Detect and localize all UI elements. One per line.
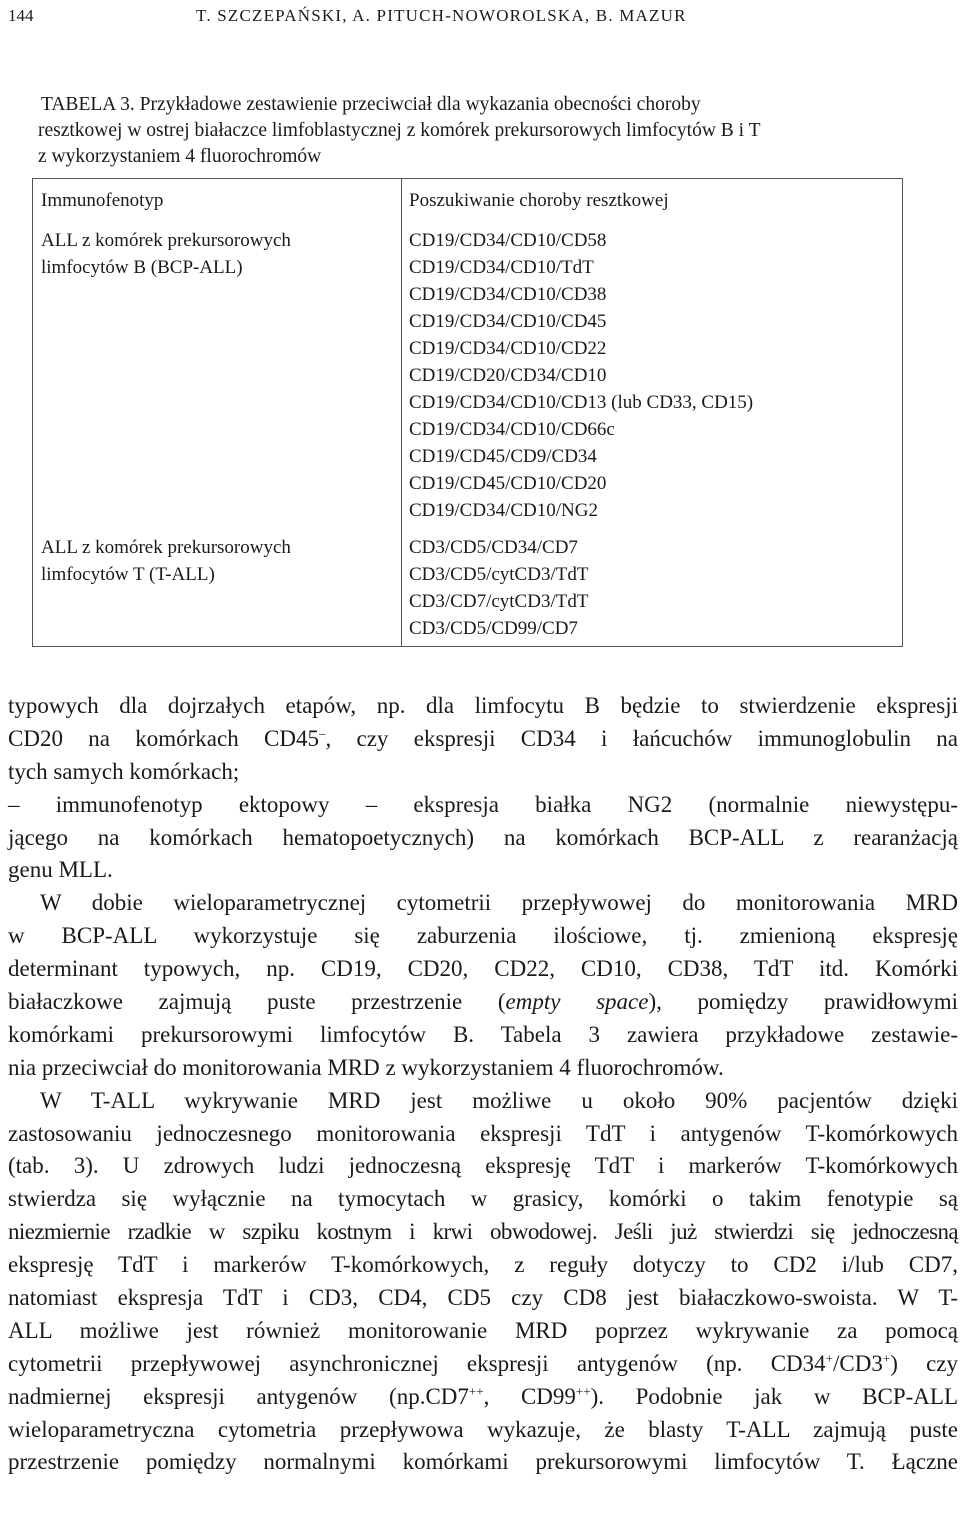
text-run: białaczkowe zajmują puste przestrzenie ( bbox=[8, 989, 506, 1015]
caption-line: TABELA 3. Przykładowe zestawienie przeciwciał dla wykazania obecności choroby bbox=[41, 94, 701, 115]
text-line: (tab. 3). U zdrowych ludzi jednoczesną ekspresję TdT i markerów T-komórkowych bbox=[8, 1153, 958, 1179]
data-table bbox=[32, 178, 903, 647]
marker-combination: CD19/CD34/CD10/TdT bbox=[409, 257, 594, 278]
text-line: typowych dla dojrzałych etapów, np. dla limfocytu B będzie to stwierdzenie ekspresji bbox=[8, 693, 958, 718]
caption-line: z wykorzystaniem 4 fluorochromów bbox=[38, 146, 322, 167]
text-line: ekspresję TdT i markerów T-komórkowych, z reguły dotyczy to CD2 i/lub CD7, bbox=[8, 1252, 958, 1278]
row-t-all-immunophenotype bbox=[41, 534, 291, 588]
paragraph-start: W dobie wieloparametrycznej cytometrii przepływowej do monitorowania MRD bbox=[40, 890, 958, 916]
text-run: ). Podobnie jak w BCP-ALL bbox=[590, 1383, 958, 1409]
text-line: wieloparametryczna cytometria przepływowa wykazuje, że blasty T-ALL zajmują puste bbox=[8, 1416, 958, 1442]
marker-combination: CD19/CD34/CD10/CD38 bbox=[409, 284, 607, 305]
marker-combination: CD3/CD7/cytCD3/TdT bbox=[409, 591, 589, 612]
superscript: – bbox=[318, 725, 326, 741]
text-line: komórkami prekursorowymi limfocytów B. Tabela 3 zawiera przykładowe zestawie- bbox=[8, 1021, 958, 1047]
page-header bbox=[8, 2, 952, 30]
text-line: niezmiernie rzadkie w szpiku kostnym i krwi obwodowej. Jeśli już stwierdzi się jednoczesną bbox=[8, 1219, 958, 1245]
text-run: ), pomiędzy prawidłowymi bbox=[648, 989, 958, 1015]
marker-combination: CD19/CD34/CD10/NG2 bbox=[409, 500, 598, 521]
marker-combination: CD3/CD5/CD99/CD7 bbox=[409, 618, 578, 639]
marker-combination: CD19/CD20/CD34/CD10 bbox=[409, 365, 607, 386]
paragraph-start: W T-ALL wykrywanie MRD jest możliwe u około 90% pacjentów dzięki bbox=[40, 1087, 958, 1113]
text-line: zastosowaniu jednoczesnego monitorowania ekspresji TdT i antygenów T-komórkowych bbox=[8, 1120, 958, 1146]
text-run: /CD3 bbox=[833, 1350, 883, 1376]
text-line bbox=[8, 723, 958, 756]
superscript: + bbox=[882, 1350, 891, 1366]
text-line: w BCP-ALL wykorzystuje się zaburzenia ilościowe, tj. zmienioną ekspresję bbox=[8, 923, 958, 949]
marker-combination: CD19/CD34/CD10/CD45 bbox=[409, 311, 607, 332]
column-divider bbox=[401, 179, 402, 646]
text-line: przestrzenie pomiędzy normalnymi komórkami prekursorowymi limfocytów T. Łączne bbox=[8, 1449, 958, 1475]
running-head: T. SZCZEPAŃSKI, A. PITUCH-NOWOROLSKA, B. MAZUR bbox=[196, 6, 687, 25]
column-header-immunophenotype: Immunofenotyp bbox=[41, 190, 164, 211]
text-line bbox=[8, 1348, 958, 1381]
text-line: tych samych komórkach; bbox=[8, 758, 240, 784]
marker-combination: CD19/CD45/CD10/CD20 bbox=[409, 473, 607, 494]
cell-line: limfocytów B (BCP-ALL) bbox=[41, 257, 243, 278]
superscript: ++ bbox=[575, 1383, 591, 1399]
text-run: , CD99 bbox=[483, 1383, 576, 1409]
marker-combination: CD3/CD5/CD34/CD7 bbox=[409, 537, 578, 558]
cell-line: ALL z komórek prekursorowych bbox=[41, 230, 291, 251]
text-line bbox=[8, 986, 958, 1019]
list-item: – immunofenotyp ektopowy – ekspresja białka NG2 (normalnie niewystępu- bbox=[8, 791, 958, 817]
cell-line: limfocytów T (T-ALL) bbox=[41, 564, 215, 585]
superscript: ++ bbox=[468, 1383, 484, 1399]
text-run: cytometrii przepływowej asynchronicznej ekspresji antygenów (np. CD34 bbox=[8, 1350, 826, 1376]
marker-combination: CD19/CD45/CD9/CD34 bbox=[409, 446, 597, 467]
row-t-all-markers bbox=[409, 534, 588, 642]
text-line bbox=[8, 1381, 958, 1414]
row-bcp-all-markers bbox=[409, 227, 753, 524]
page-number: 144 bbox=[8, 6, 34, 25]
text-line: jącego na komórkach hematopoetycznych) na komórkach BCP-ALL z rearanżacją bbox=[8, 824, 958, 850]
superscript: + bbox=[825, 1350, 834, 1366]
text-line: nia przeciwciał do monitorowania MRD z wykorzystaniem 4 fluorochromów. bbox=[8, 1054, 724, 1080]
emphasis: empty space bbox=[505, 989, 649, 1015]
marker-combination: CD19/CD34/CD10/CD22 bbox=[409, 338, 607, 359]
cell-line: ALL z komórek prekursorowych bbox=[41, 537, 291, 558]
text-line: stwierdza się wyłącznie na tymocytach w grasicy, komórki o takim fenotypie są bbox=[8, 1186, 958, 1212]
caption-line: resztkowej w ostrej białaczce limfoblastycznej z komórek prekursorowych limfocytów B i T bbox=[38, 120, 761, 141]
text-line: natomiast ekspresja TdT i CD3, CD4, CD5 czy CD8 jest białaczkowo-swoista. W T- bbox=[8, 1285, 958, 1311]
text-line: ALL możliwe jest również monitorowanie MRD poprzez wykrywanie za pomocą bbox=[8, 1317, 958, 1343]
text-line: determinant typowych, np. CD19, CD20, CD22, CD10, CD38, TdT itd. Komórki bbox=[8, 956, 958, 982]
text-run: nadmiernej ekspresji antygenów (np.CD7 bbox=[8, 1383, 469, 1409]
text-line: genu MLL. bbox=[8, 857, 113, 883]
marker-combination: CD3/CD5/cytCD3/TdT bbox=[409, 564, 589, 585]
table-caption bbox=[38, 92, 938, 170]
text-run: CD20 na komórkach CD45 bbox=[8, 725, 319, 751]
text-run: , czy ekspresji CD34 i łańcuchów immunoglobulin na bbox=[325, 725, 958, 751]
row-bcp-all-immunophenotype bbox=[41, 227, 291, 281]
text-run: ) czy bbox=[890, 1350, 959, 1376]
marker-combination: CD19/CD34/CD10/CD66c bbox=[409, 419, 615, 440]
marker-combination: CD19/CD34/CD10/CD13 (lub CD33, CD15) bbox=[409, 392, 754, 413]
column-header-residual-disease: Poszukiwanie choroby resztkowej bbox=[409, 190, 669, 211]
body-text bbox=[8, 690, 958, 1479]
marker-combination: CD19/CD34/CD10/CD58 bbox=[409, 230, 607, 251]
